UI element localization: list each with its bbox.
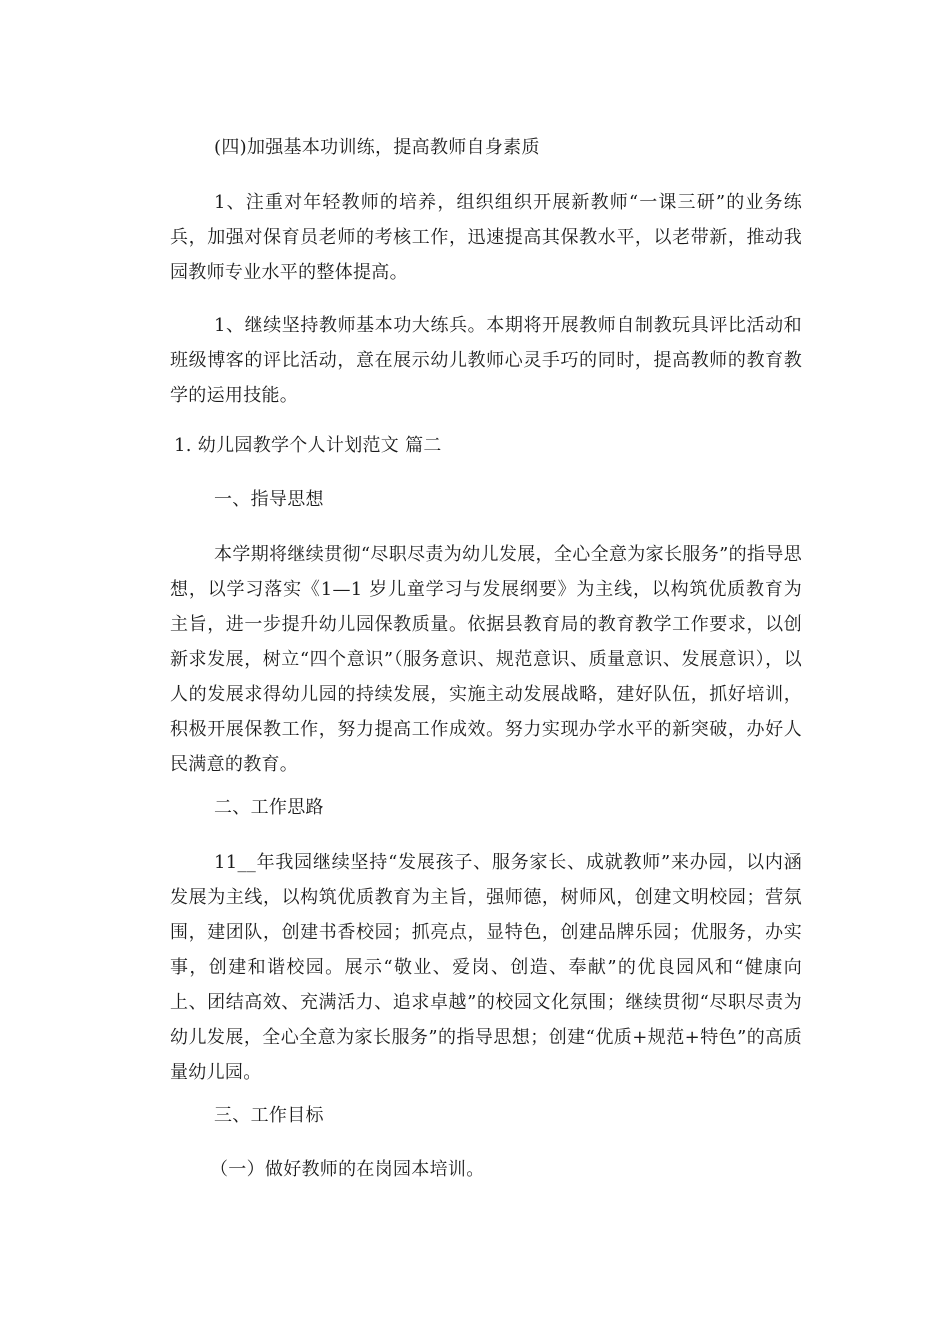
section-heading-work-approach: 二、工作思路: [214, 797, 324, 818]
section-heading-basic-skills: (四)加强基本功训练，提高教师自身素质: [214, 137, 540, 158]
paragraph-text: 1、注重对年轻教师的培养，组织组织开展新教师“一课三研”的业务练兵，加强对保育员老师的考核工作，迅速提高其保教水平，以老带新，推动我园教师专业水平的整体提高。: [170, 192, 802, 283]
paragraph-text: 11__年我园继续坚持“发展孩子、服务家长、成就教师”来办园，以内涵发展为主线，以构筑优质教育为主旨，强师德，树师风，创建文明校园；营氛围，建团队，创建书香校园；抓亮点，显特色，创建品牌乐园；优服务，办实事，创建和谐校园。展示“敬业、爱岗、创造、奉献”的优良园风和“健康向上、团结高效、充满活力、追求卓越”的校园文化氛围；继续贯彻“尽职尽责为幼儿发展，全心全意为家长服务”的指导思想；创建“优质+规范+特色”的高质量幼儿园。: [170, 852, 802, 1083]
subsection-heading-on-job-training: （一）做好教师的在岗园本培训。: [210, 1159, 485, 1180]
section-heading-guiding-ideology: 一、指导思想: [214, 489, 324, 510]
section-heading-work-goals: 三、工作目标: [214, 1105, 324, 1126]
article-title-part-two: 1. 幼儿园教学个人计划范文 篇二: [174, 435, 442, 456]
paragraph-guiding-ideology: [170, 537, 802, 782]
paragraph-work-approach: [170, 845, 802, 1090]
paragraph-text: 本学期将继续贯彻“尽职尽责为幼儿发展，全心全意为家长服务”的指导思想，以学习落实《1—1 岁儿童学习与发展纲要》为主线，以构筑优质教育为主旨，进一步提升幼儿园保教质量。依据县教育局的教育教学工作要求，以创新求发展，树立“四个意识”（服务意识、规范意识、质量意识、发展意识），以人的发展求得幼儿园的持续发展，实施主动发展战略，建好队伍，抓好培训，积极开展保教工作，努力提高工作成效。努力实现办学水平的新突破，办好人民满意的教育。: [170, 544, 802, 775]
paragraph-text: 1、继续坚持教师基本功大练兵。本期将开展教师自制教玩具评比活动和班级博客的评比活动，意在展示幼儿教师心灵手巧的同时，提高教师的教育教学的运用技能。: [170, 315, 802, 406]
paragraph-young-teacher-training: [170, 185, 802, 290]
paragraph-skill-contest: [170, 308, 802, 413]
